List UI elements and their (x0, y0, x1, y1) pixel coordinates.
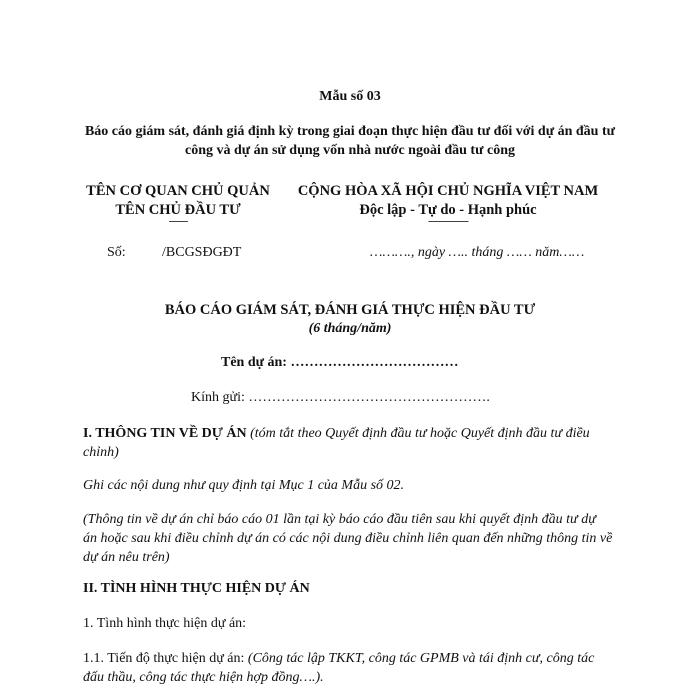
issue-date: ………., ngày ….. tháng …… năm…… (370, 245, 585, 260)
item-1-1 (83, 649, 613, 687)
motto-separator: --------------- (428, 215, 468, 227)
document-number-label: Số: (107, 245, 126, 260)
document-number-value: /BCGSĐGĐT (162, 245, 242, 260)
section-1-title: I. THÔNG TIN VỀ DỰ ÁN (83, 426, 247, 441)
document-description: Báo cáo giám sát, đánh giá định kỳ trong giai đoạn thực hiện đầu tư đối với dự án đầu tư công và dự án sử dụng vốn nhà nước ngoài đầu tư công (84, 124, 616, 158)
investor-name: TÊN CHỦ ĐẦU TƯ (115, 202, 241, 218)
recipient-line: Kính gửi: ……………………………………………. (191, 390, 490, 405)
section-1-extra-note: (Thông tin về dự án chỉ báo cáo 01 lần tại kỳ báo cáo đầu tiên sau khi quyết định đầu tư dự án hoặc sau khi điều chỉnh dự án có các nội dung điều chỉnh liên quan đến những thông tin về dự án nêu trên) (83, 512, 613, 565)
section-1-heading (83, 424, 613, 462)
national-motto: Độc lập - Tự do - Hạnh phúc (359, 202, 537, 218)
country-name: CỘNG HÒA XÃ HỘI CHỦ NGHĨA VIỆT NAM (297, 183, 599, 199)
item-1-1-label: 1.1. Tiến độ thực hiện dự án: (83, 651, 245, 666)
project-name-line: Tên dự án: ……………………………… (221, 355, 459, 370)
agency-name: TÊN CƠ QUAN CHỦ QUẢN (86, 183, 270, 199)
issuer-separator: ------- (168, 215, 188, 227)
section-1-instruction: Ghi các nội dung như quy định tại Mục 1 của Mẫu số 02. (83, 478, 405, 493)
item-1: 1. Tình hình thực hiện dự án: (83, 616, 247, 631)
item-1-1-note: (Công tác lập TKKT, công tác GPMB và tái định cư, công tác đấu thầu, công tác thực hiện hợp đồng….). (83, 651, 595, 685)
report-title: BÁO CÁO GIÁM SÁT, ĐÁNH GIÁ THỰC HIỆN ĐẦU TƯ (164, 302, 536, 318)
section-1-title-note: (tóm tắt theo Quyết định đầu tư hoặc Quyết định đầu tư điều chỉnh) (83, 426, 590, 460)
form-number: Mẫu số 03 (319, 89, 381, 104)
section-2-heading: II. TÌNH HÌNH THỰC HIỆN DỰ ÁN (83, 581, 310, 596)
report-period: (6 tháng/năm) (308, 321, 392, 336)
